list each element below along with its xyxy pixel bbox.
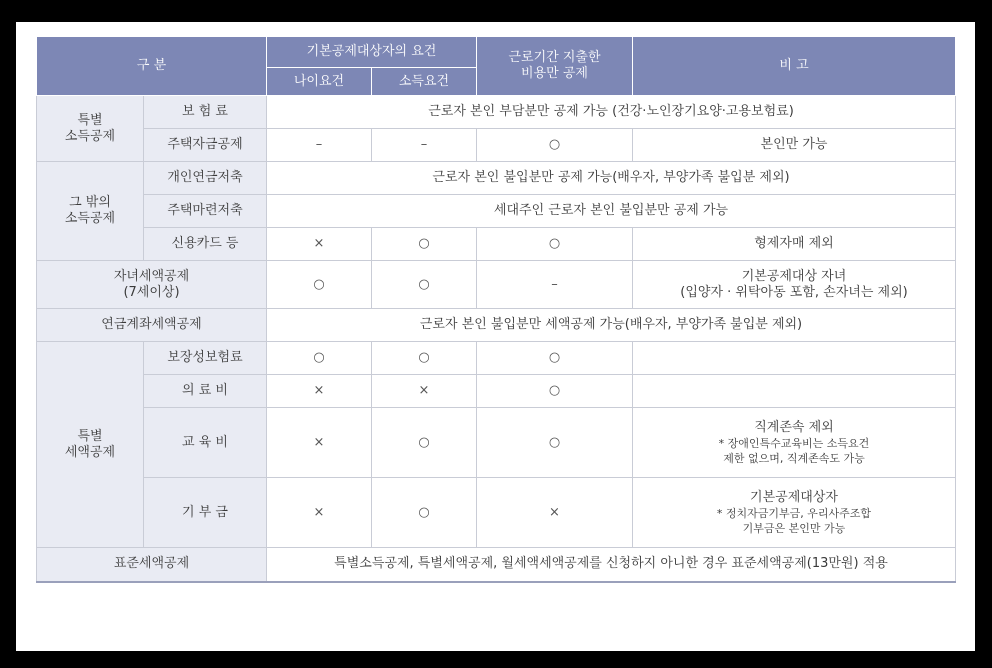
- housing-period: ○: [477, 129, 633, 162]
- education-income: ○: [372, 408, 477, 478]
- medical-age: ×: [267, 375, 372, 408]
- category-special-tax: 특별 세액공제: [37, 342, 144, 548]
- donation-age: ×: [267, 478, 372, 548]
- child-period: –: [477, 261, 633, 309]
- education-remark: [633, 408, 956, 478]
- donation-period: ×: [477, 478, 633, 548]
- header-income-req: 소득요건: [372, 68, 477, 96]
- label-pension-account: 연금계좌세액공제: [37, 309, 267, 342]
- child-income: ○: [372, 261, 477, 309]
- label-standard-credit: 표준세액공제: [37, 548, 267, 582]
- header-period: 근로기간 지출한 비용만 공제: [477, 37, 633, 96]
- education-remark-main: 직계존속 제외: [754, 419, 834, 435]
- protective-remark: [633, 342, 956, 375]
- standard-span: 특별소득공제, 특별세액공제, 월세액세액공제를 신청하지 아니한 경우 표준세액공제(13만원) 적용: [267, 548, 956, 582]
- card-income: ○: [372, 228, 477, 261]
- housing-age: –: [267, 129, 372, 162]
- medical-income: ×: [372, 375, 477, 408]
- label-housing-loan: 주택자금공제: [144, 129, 267, 162]
- category-other-income: 그 밖의 소득공제: [37, 162, 144, 261]
- pension-account-span: 근로자 본인 불입분만 세액공제 가능(배우자, 부양가족 불입분 제외): [267, 309, 956, 342]
- label-education: 교 육 비: [144, 408, 267, 478]
- protective-period: ○: [477, 342, 633, 375]
- protective-age: ○: [267, 342, 372, 375]
- housing-income: –: [372, 129, 477, 162]
- donation-income: ○: [372, 478, 477, 548]
- education-remark-note: * 장애인특수교육비는 소득요건 제한 없으며, 직계존속도 가능: [718, 436, 870, 465]
- medical-period: ○: [477, 375, 633, 408]
- child-remark: 기본공제대상 자녀 (입양자 · 위탁아동 포함, 손자녀는 제외): [633, 261, 956, 309]
- label-credit-card: 신용카드 등: [144, 228, 267, 261]
- category-special-income: 특별 소득공제: [37, 96, 144, 162]
- child-age: ○: [267, 261, 372, 309]
- pension-span: 근로자 본인 불입분만 공제 가능(배우자, 부양가족 불입분 제외): [267, 162, 956, 195]
- card-remark: 형제자매 제외: [633, 228, 956, 261]
- education-age: ×: [267, 408, 372, 478]
- donation-remark-main: 기본공제대상자: [750, 489, 838, 505]
- document-page: [16, 22, 975, 651]
- donation-remark-note: * 정치자금기부금, 우리사주조합 기부금은 본인만 가능: [716, 506, 872, 535]
- label-donation: 기 부 금: [144, 478, 267, 548]
- donation-remark: [633, 478, 956, 548]
- medical-remark: [633, 375, 956, 408]
- card-period: ○: [477, 228, 633, 261]
- label-medical: 의 료 비: [144, 375, 267, 408]
- tax-deduction-table: [36, 36, 956, 583]
- header-remark: 비 고: [633, 37, 956, 96]
- education-period: ○: [477, 408, 633, 478]
- insurance-span: 근로자 본인 부담분만 공제 가능 (건강·노인장기요양·고용보험료): [267, 96, 956, 129]
- label-insurance: 보 험 료: [144, 96, 267, 129]
- header-age-req: 나이요건: [267, 68, 372, 96]
- label-protective-insurance: 보장성보험료: [144, 342, 267, 375]
- protective-income: ○: [372, 342, 477, 375]
- card-age: ×: [267, 228, 372, 261]
- housing-savings-span: 세대주인 근로자 본인 불입분만 공제 가능: [267, 195, 956, 228]
- label-child-credit: 자녀세액공제 (7세이상): [37, 261, 267, 309]
- header-requirements: 기본공제대상자의 요건: [267, 37, 477, 68]
- label-personal-pension: 개인연금저축: [144, 162, 267, 195]
- housing-remark: 본인만 가능: [633, 129, 956, 162]
- header-gubun: 구 분: [37, 37, 267, 96]
- label-housing-savings: 주택마련저축: [144, 195, 267, 228]
